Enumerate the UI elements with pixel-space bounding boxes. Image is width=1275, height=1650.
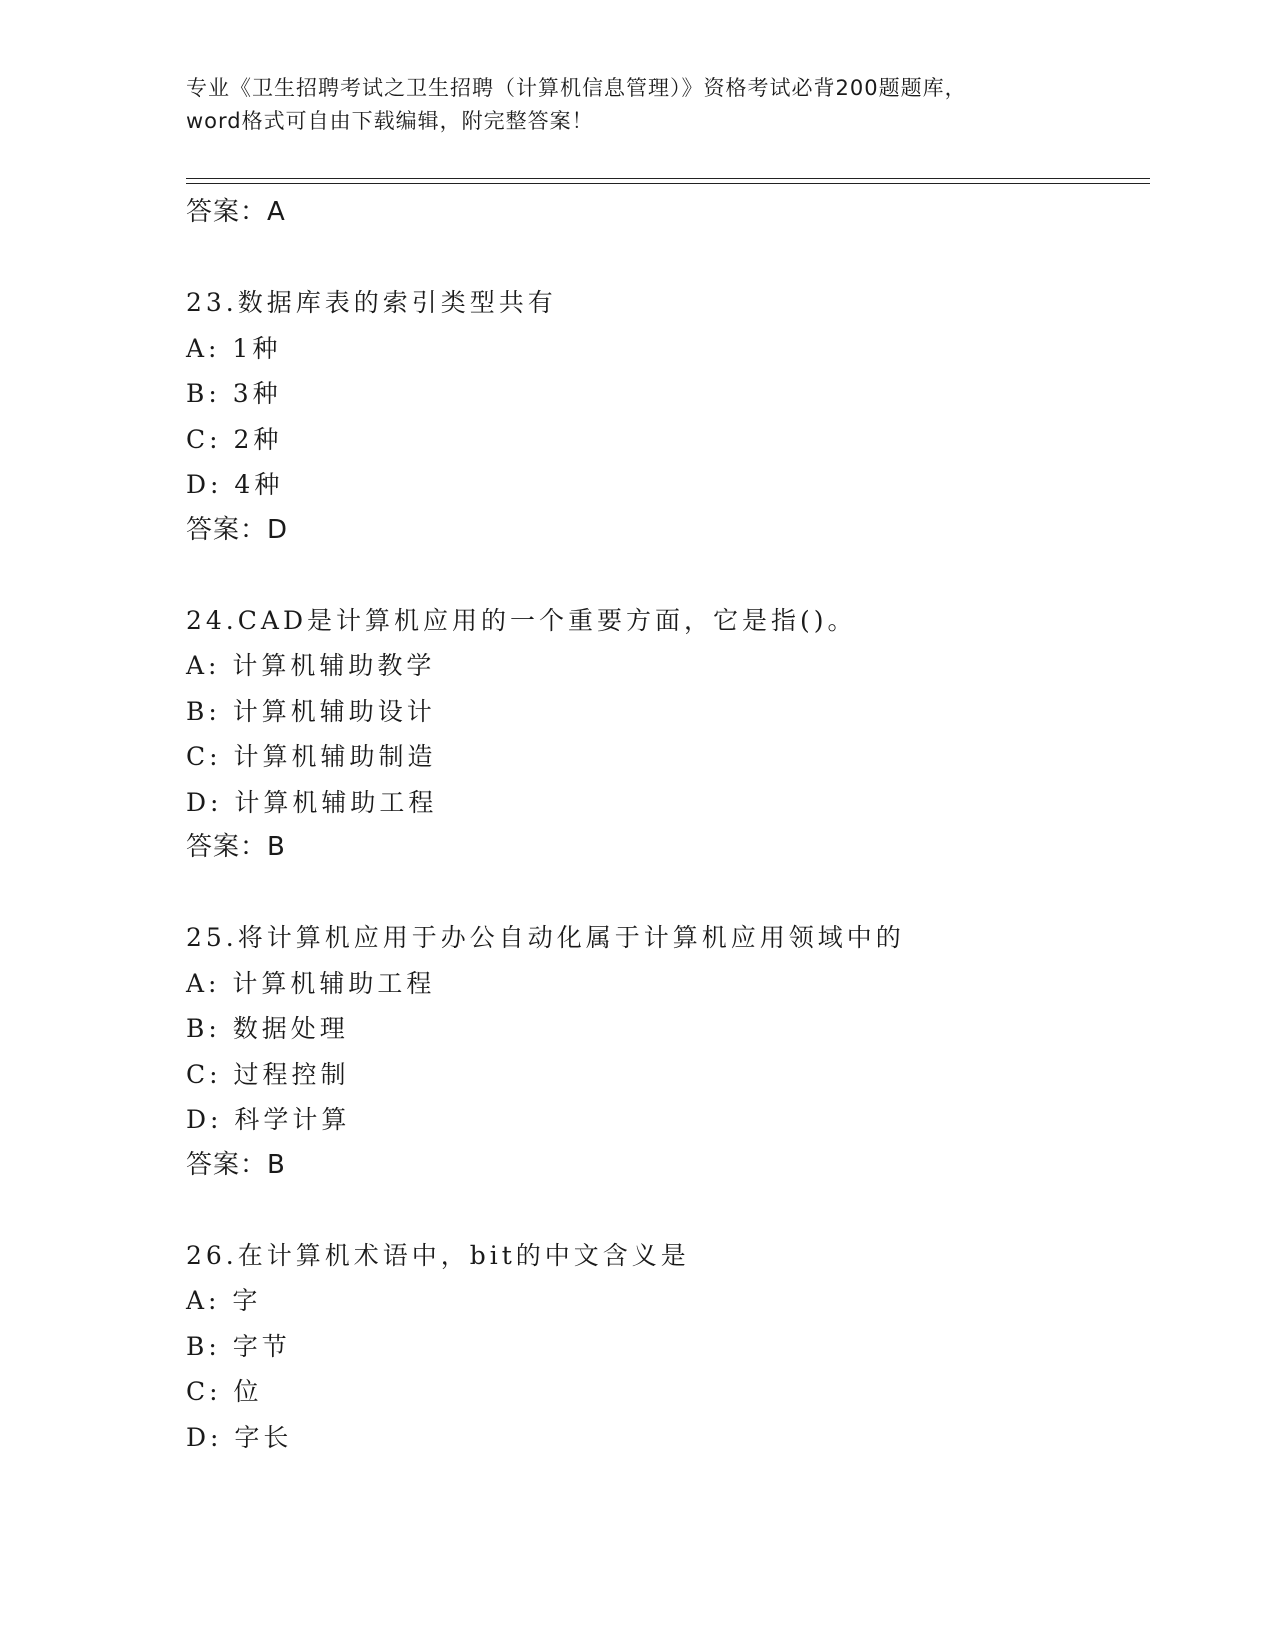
- answer: 答案：B: [186, 1149, 286, 1180]
- option-c: C: 2种: [186, 424, 283, 454]
- option-a: A: 计算机辅助教学: [186, 651, 436, 680]
- option-c: C: 计算机辅助制造: [186, 742, 437, 771]
- question-24: [186, 598, 1136, 871]
- header-divider-bottom: [186, 183, 1150, 184]
- option-a: A: 计算机辅助工程: [186, 968, 436, 998]
- document-header: [186, 72, 1086, 138]
- answer: 答案：B: [186, 832, 286, 862]
- option-b: B: 计算机辅助设计: [186, 696, 436, 726]
- header-line-1: 专业《卫生招聘考试之卫生招聘（计算机信息管理）》资格考试必背200题题库，: [186, 76, 967, 100]
- option-d: D: 字长: [186, 1422, 293, 1452]
- header-line-2: word格式可自由下载编辑，附完整答案！: [186, 109, 594, 133]
- option-d: D: 4种: [186, 470, 284, 499]
- option-a: A: 字: [186, 1286, 262, 1315]
- question-stem: 24.CAD是计算机应用的一个重要方面，它是指()。: [186, 605, 857, 635]
- question-list: [186, 190, 1136, 1460]
- question-25: [186, 915, 1136, 1188]
- option-b: B: 字节: [186, 1331, 291, 1361]
- header-divider-top: [186, 178, 1150, 179]
- option-d: D: 科学计算: [186, 1105, 351, 1134]
- option-c: C: 位: [186, 1377, 263, 1406]
- question-stem: 26.在计算机术语中，bit的中文含义是: [186, 1240, 690, 1270]
- question-23: [186, 280, 1136, 553]
- question-stem: 25.将计算机应用于办公自动化属于计算机应用领域中的: [186, 923, 905, 952]
- option-c: C: 过程控制: [186, 1059, 350, 1089]
- question-stem: 23.数据库表的索引类型共有: [186, 288, 557, 317]
- option-b: B: 数据处理: [186, 1014, 349, 1043]
- answer: 答案：D: [186, 514, 289, 545]
- option-b: B: 3种: [186, 379, 282, 408]
- option-a: A: 1种: [186, 333, 282, 363]
- option-d: D: 计算机辅助工程: [186, 787, 438, 817]
- question-26: [186, 1233, 1136, 1461]
- previous-answer: 答案：A: [186, 197, 286, 227]
